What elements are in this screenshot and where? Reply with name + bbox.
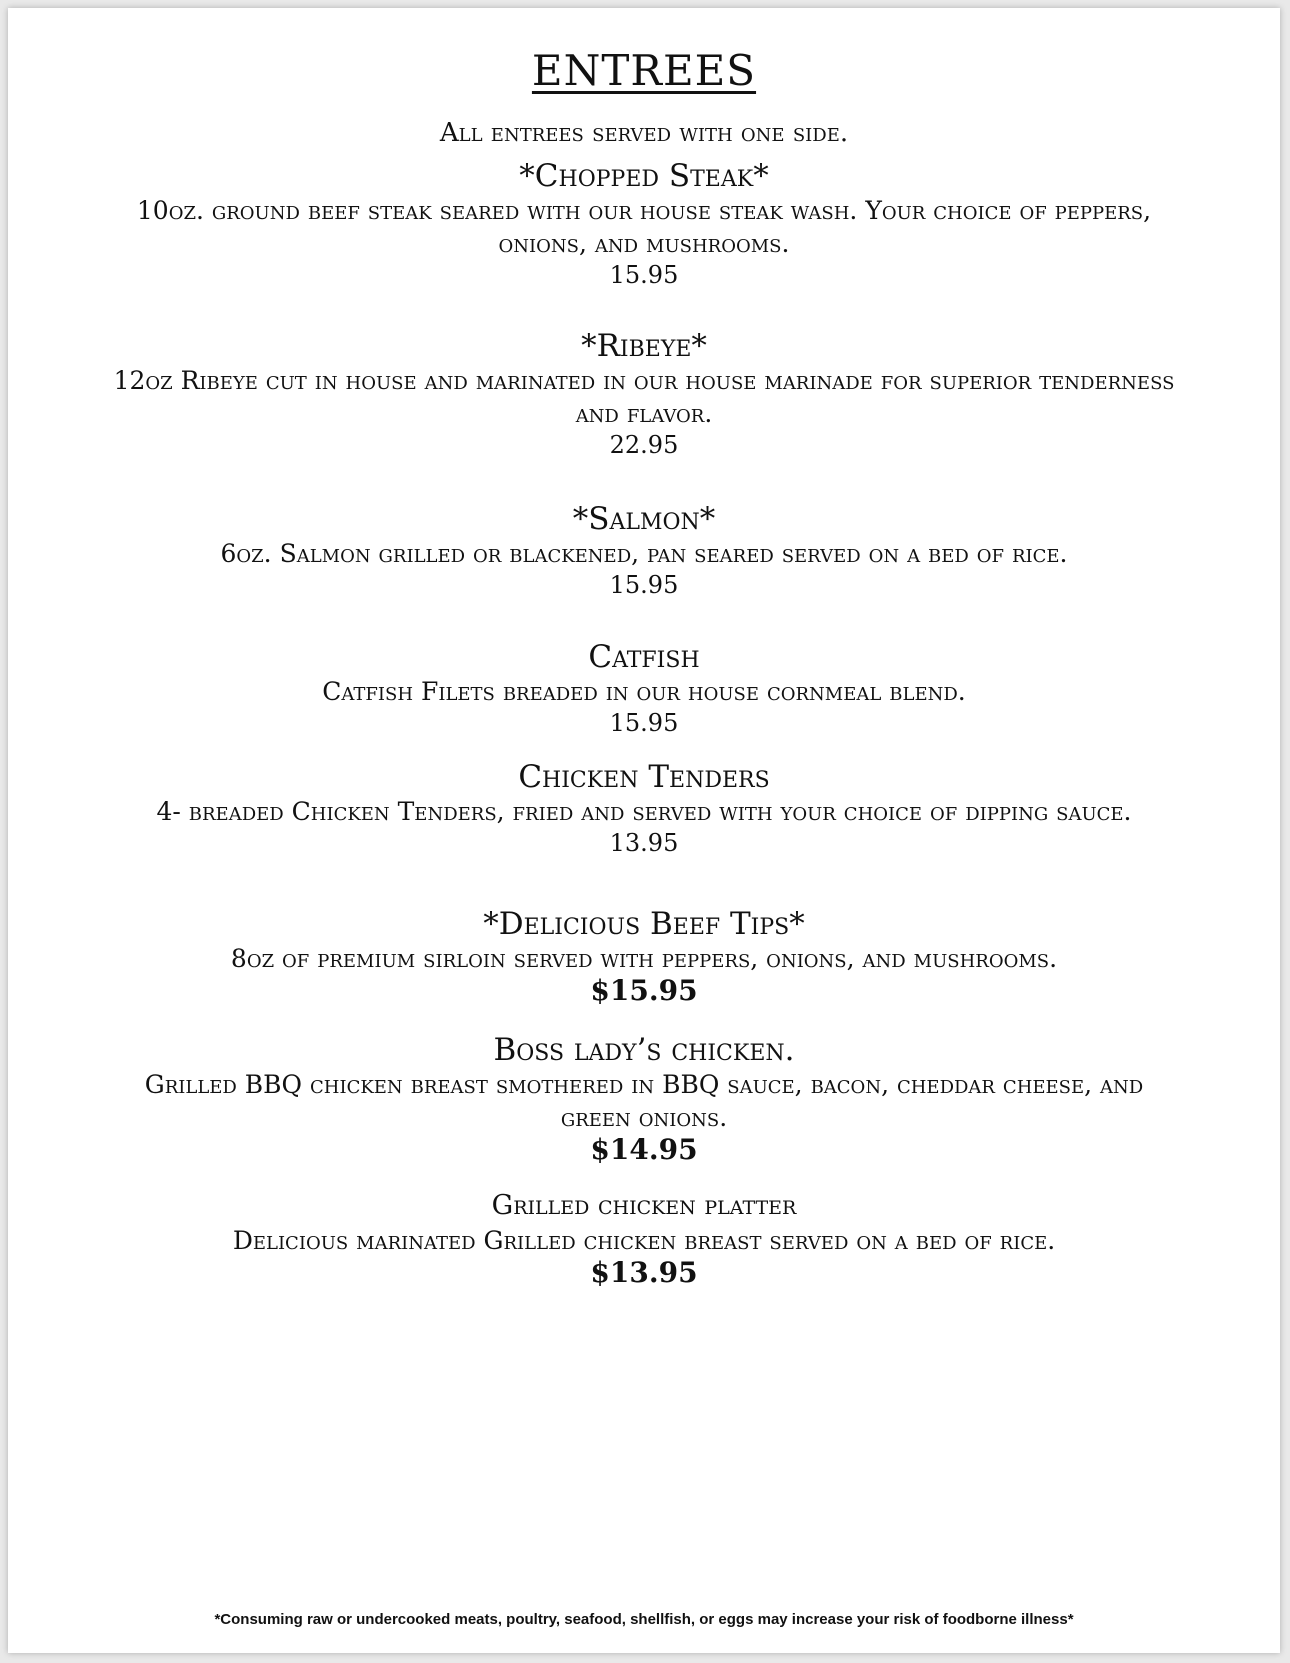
item-description: 6oz. Salmon grilled or blackened, pan seared served on a bed of rice. bbox=[220, 539, 1068, 568]
menu-item-catfish bbox=[48, 639, 1240, 738]
item-price: $13.95 bbox=[590, 1256, 698, 1289]
item-description: 4- breaded Chicken Tenders, fried and served with your choice of dipping sauce. bbox=[156, 797, 1132, 826]
item-name: *Ribeye* bbox=[581, 328, 707, 364]
item-description: 10oz. ground beef steak seared with our house steak wash. Your choice of peppers, onions, and mushrooms. bbox=[136, 196, 1152, 258]
item-price: 15.95 bbox=[609, 261, 679, 289]
item-name: *Chopped Steak* bbox=[519, 158, 769, 194]
item-price: 13.95 bbox=[609, 829, 679, 857]
item-name: Chicken Tenders bbox=[518, 759, 770, 795]
page-subtitle: All entrees served with one side. bbox=[439, 118, 849, 148]
item-name: Catfish bbox=[588, 639, 700, 675]
item-price: $14.95 bbox=[590, 1133, 698, 1166]
menu-item-boss-ladys-chicken bbox=[48, 1032, 1240, 1166]
menu-item-beef-tips bbox=[48, 906, 1240, 1007]
item-description: Catfish Filets breaded in our house cornmeal blend. bbox=[322, 677, 966, 706]
item-description: Delicious marinated Grilled chicken breast served on a bed of rice. bbox=[232, 1226, 1056, 1255]
item-name: Boss lady’s chicken. bbox=[493, 1032, 795, 1068]
item-description: 8oz of premium sirloin served with peppers, onions, and mushrooms. bbox=[230, 944, 1058, 973]
item-name: Grilled chicken platter bbox=[491, 1190, 797, 1221]
item-name: *Salmon* bbox=[572, 501, 716, 537]
item-price: $15.95 bbox=[590, 974, 698, 1007]
item-description: 12oz Ribeye cut in house and marinated in our house marinade for superior tenderness and flavor. bbox=[113, 366, 1175, 428]
menu-item-salmon bbox=[48, 501, 1240, 600]
page-title: ENTREES bbox=[531, 46, 757, 95]
menu-item-grilled-chicken-platter bbox=[48, 1188, 1240, 1289]
item-description: Grilled BBQ chicken breast smothered in BBQ sauce, bacon, cheddar cheese, and green onions. bbox=[144, 1070, 1144, 1132]
item-price: 15.95 bbox=[609, 709, 679, 737]
menu-page bbox=[8, 8, 1280, 1653]
menu-item-ribeye bbox=[48, 328, 1240, 460]
item-price: 22.95 bbox=[609, 431, 679, 459]
food-safety-disclaimer: *Consuming raw or undercooked meats, poultry, seafood, shellfish, or eggs may increase your risk of foodborne illness* bbox=[214, 1611, 1074, 1628]
item-name: *Delicious Beef Tips* bbox=[483, 906, 805, 942]
item-price: 15.95 bbox=[609, 571, 679, 599]
menu-item-chopped-steak bbox=[48, 158, 1240, 290]
menu-item-chicken-tenders bbox=[48, 759, 1240, 858]
